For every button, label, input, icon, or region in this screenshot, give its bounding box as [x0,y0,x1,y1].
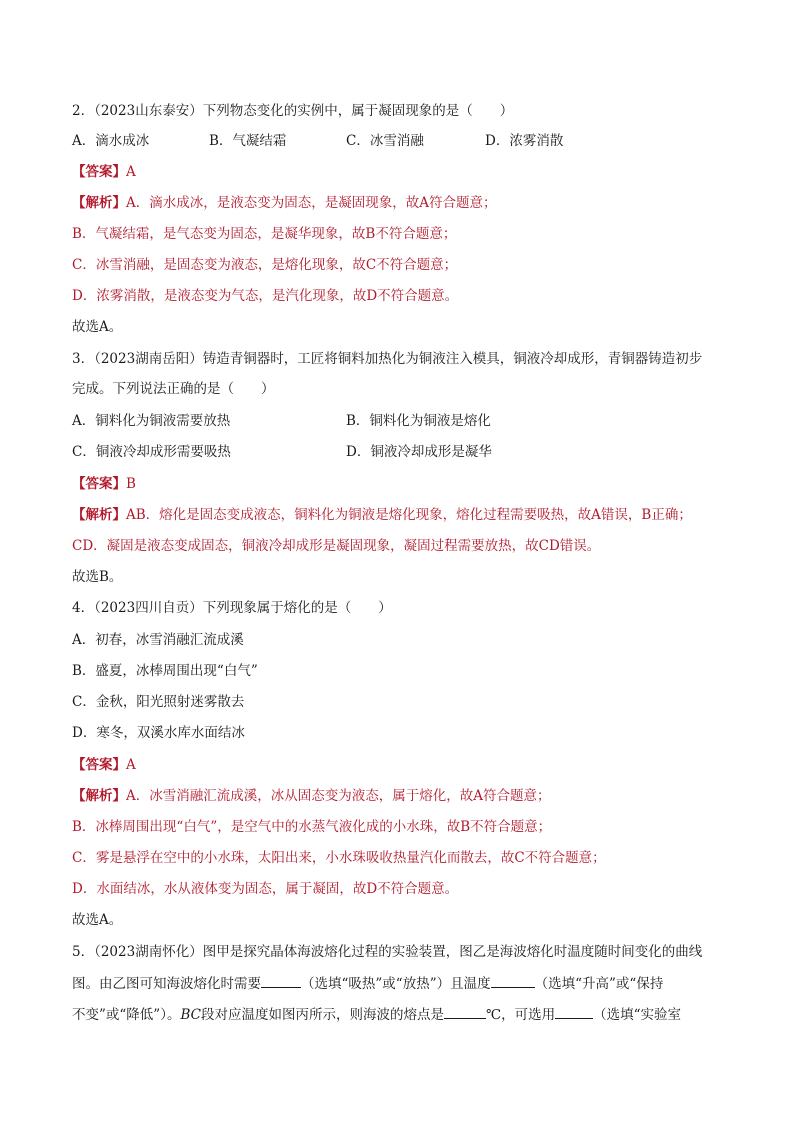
q2-analysis-line-3: C．冰雪消融，是固态变为液态，是熔化现象，故C不符合题意； [72,257,458,273]
q2-analysis-line-1 [72,193,732,213]
q2-option-d: D．浓雾消散 [485,133,564,149]
q4-stem: 4．（2023四川自贡）下列现象属于熔化的是（ ） [72,600,392,616]
q3-option-b: B．铜料化为铜液是熔化 [346,413,491,429]
analysis-text: AB．熔化是固态变成液态，铜料化为铜液是熔化现象，熔化过程需要吸热，故A错误，B正确； [126,507,692,523]
q3-option-c: C．铜液冷却成形需要吸热 [72,444,231,460]
q4-option-c: C．金秋，阳光照射迷雾散去 [72,694,245,710]
q2-analysis-line-2: B．气凝结霜，是气态变为固态，是凝华现象，故B不符合题意； [72,226,457,242]
q3-option-a: A．铜料化为铜液需要放热 [72,413,231,429]
analysis-tag: 【解析】 [72,195,126,211]
q4-option-d: D．寒冬，双溪水库水面结冰 [72,725,245,741]
q5-text: 不变”或“降低”）。 [72,1007,181,1023]
q4-analysis-line-3: C．雾是悬浮在空中的小水珠，太阳出来，小水珠吸收热量汽化而散去，故C不符合题意； [72,850,606,866]
q3-conclusion: 故选B。 [72,569,123,585]
answer-blank[interactable] [491,973,535,988]
q3-analysis-line-1 [72,505,732,525]
q3-stem-line-1: 3．（2023湖南岳阳）铸造青铜器时，工匠将铜料加热化为铜液注入模具，铜液冷却成形，青铜器铸造初步 [72,351,703,367]
answer-blank[interactable] [444,1004,486,1019]
q4-analysis-line-1 [72,786,732,806]
q5-text: 段对应温度如图丙所示，则海波的熔点是 [200,1007,444,1023]
q5-text: （选填“升高”或“保持 [534,976,664,992]
q2-answer [72,162,732,182]
q2-option-a: A．滴水成冰 [72,133,150,149]
q4-option-a: A．初春，冰雪消融汇流成溪 [72,632,244,648]
answer-blank[interactable] [261,973,301,988]
q5-text: 图。由乙图可知海波熔化时需要 [72,976,261,992]
q5-line-1: 5．（2023湖南怀化）图甲是探究晶体海波熔化过程的实验装置，图乙是海波熔化时温度随时间变化的曲线 [72,944,703,960]
q3-analysis-line-2: CD．凝固是液态变成固态，铜液冷却成形是凝固现象，凝固过程需要放热，故CD错误。 [72,538,601,554]
answer-tag: 【答案】 [72,757,126,773]
q5-segment-label: BC [180,1007,201,1023]
q4-option-b: B．盛夏，冰棒周围出现“白气” [72,663,258,679]
q4-analysis-line-4: D．水面结冰，水从液体变为固态，属于凝固，故D不符合题意。 [72,881,459,897]
q5-line-3 [72,1004,732,1025]
q4-analysis-line-2: B．冰棒周围出现“白气”，是空气中的水蒸气液化成的小水珠，故B不符合题意； [72,819,552,835]
q3-stem-line-2: 完成。下列说法正确的是（ ） [72,381,275,397]
q3-answer [72,474,732,494]
q5-text: （选填“实验室 [593,1007,681,1023]
analysis-tag: 【解析】 [72,788,126,804]
q3-option-d: D．铜液冷却成形是凝华 [346,444,492,460]
answer-value: A [126,164,136,180]
answer-blank[interactable] [555,1004,593,1019]
q2-conclusion: 故选A。 [72,319,123,335]
answer-tag: 【答案】 [72,164,126,180]
analysis-tag: 【解析】 [72,507,126,523]
q5-text: ℃，可选用 [485,1007,556,1023]
q2-option-c: C．冰雪消融 [346,133,424,149]
answer-tag: 【答案】 [72,476,126,492]
answer-value: A [126,757,136,773]
q5-line-2 [72,973,732,994]
q4-answer [72,755,732,775]
answer-value: B [126,476,136,492]
q2-analysis-line-4: D．浓雾消散，是液态变为气态，是汽化现象，故D不符合题意。 [72,288,459,304]
analysis-text: A．滴水成冰，是液态变为固态，是凝固现象，故A符合题意； [126,195,497,211]
q2-option-b: B．气凝结霜 [209,133,287,149]
q2-stem: 2．（2023山东泰安）下列物态变化的实例中，属于凝固现象的是（ ） [72,103,514,119]
q5-text: （选填“吸热”或“放热”）且温度 [301,976,491,992]
analysis-text: A．冰雪消融汇流成溪，冰从固态变为液态，属于熔化，故A符合题意； [126,788,551,804]
q4-conclusion: 故选A。 [72,912,123,928]
